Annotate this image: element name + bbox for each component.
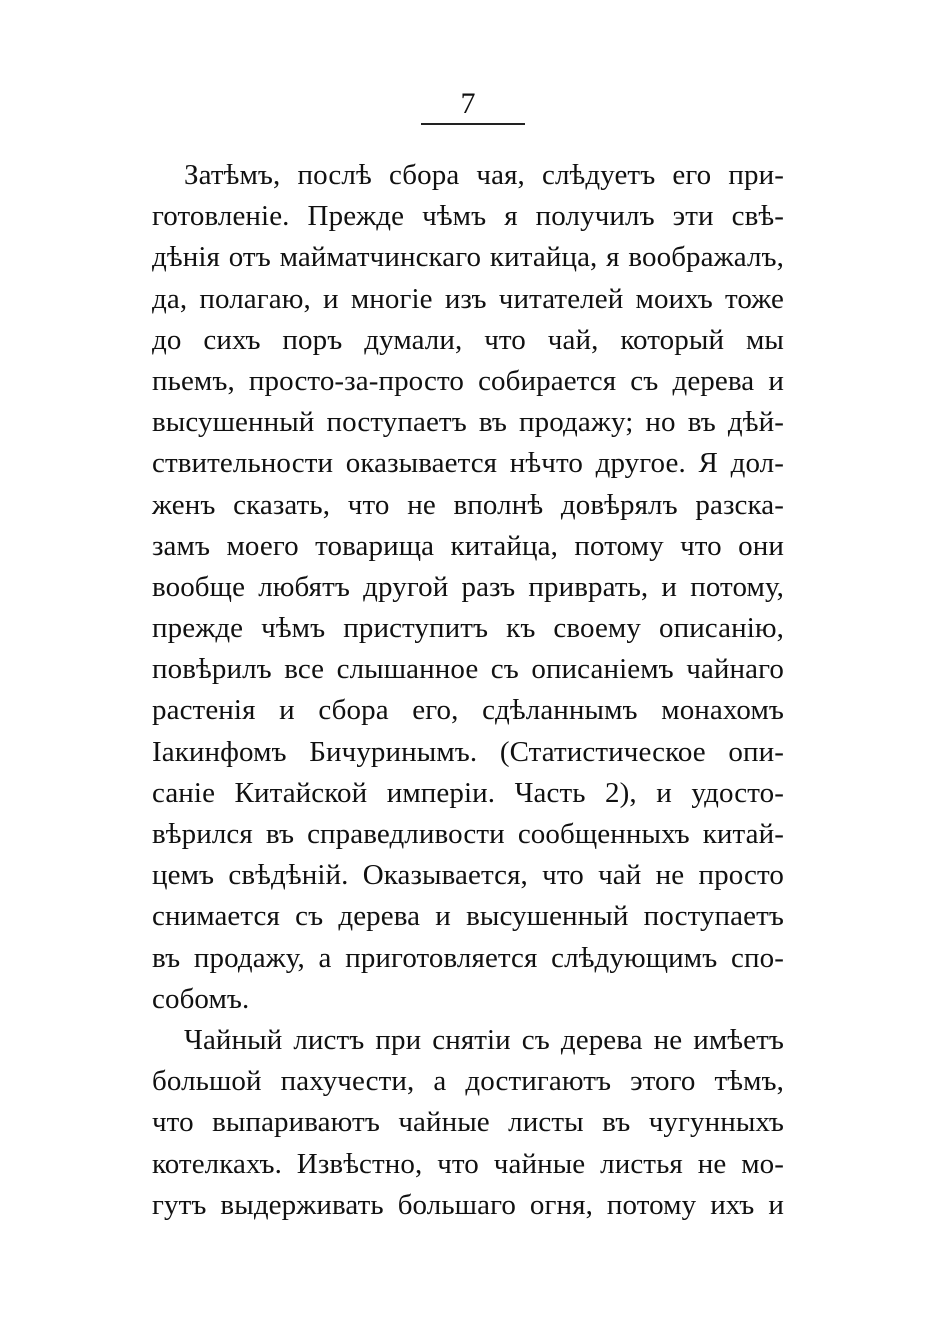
text-line: Іакинфомъ Бичуринымъ. (Статистическое опи- — [152, 735, 784, 768]
text-line: цемъ свѣдѣній. Оказывается, что чай не просто — [152, 859, 784, 892]
text-line: вѣрился въ справедливости сообщенныхъ китай- — [152, 818, 784, 850]
text-line: прежде чѣмъ приступитъ къ своему описанію, — [152, 612, 784, 645]
text-line: вообще любятъ другой разъ приврать, и потому, — [152, 570, 784, 603]
text-line: женъ сказать, что не вполнѣ довѣрялъ разска- — [152, 488, 784, 521]
text-line: высушенный поступаетъ въ продажу; но въ дѣй- — [152, 406, 784, 439]
text-line: готовленіе. Прежде чѣмъ я получилъ эти свѣ- — [152, 200, 784, 233]
header-rule — [421, 123, 525, 125]
text-line: пьемъ, просто-за-просто собирается съ дерева и — [152, 364, 784, 397]
text-line: котелкахъ. Извѣстно, что чайные листья не мо- — [152, 1147, 784, 1180]
text-line: да, полагаю, и многіе изъ читателей моихъ тоже — [152, 282, 784, 315]
text-line: замъ моего товарища китайца, потому что они — [152, 529, 784, 562]
text-line: повѣрилъ все слышанное съ описаніемъ чайнаго — [152, 653, 784, 686]
text-line: дѣнія отъ майматчинскаго китайца, я воображалъ, — [152, 241, 784, 274]
body-text — [152, 155, 784, 1226]
text-line: до сихъ поръ думали, что чай, который мы — [152, 323, 784, 356]
text-line: гутъ выдерживать большаго огня, потому ихъ и — [152, 1188, 784, 1221]
text-line: Затѣмъ, послѣ сбора чая, слѣдуетъ его при- — [184, 159, 784, 191]
text-line: что выпариваютъ чайные листы въ чугунныхъ — [152, 1106, 784, 1139]
text-line: въ продажу, а приготовляется слѣдующимъ спо- — [152, 941, 784, 974]
text-line: собомъ. — [152, 982, 250, 1015]
text-line: большой пахучести, а достигаютъ этого тѣмъ, — [152, 1065, 784, 1098]
text-line: снимается съ дерева и высушенный поступаетъ — [152, 900, 784, 933]
page-number: 7 — [460, 87, 476, 120]
text-line: саніе Китайской имперіи. Часть 2), и удосто- — [152, 776, 784, 809]
text-line: Чайный листъ при снятіи съ дерева не имѣетъ — [184, 1023, 784, 1056]
text-line: ствительности оказывается нѣчто другое. Я дол- — [152, 447, 784, 480]
text-line: растенія и сбора его, сдѣланнымъ монахомъ — [152, 694, 784, 727]
